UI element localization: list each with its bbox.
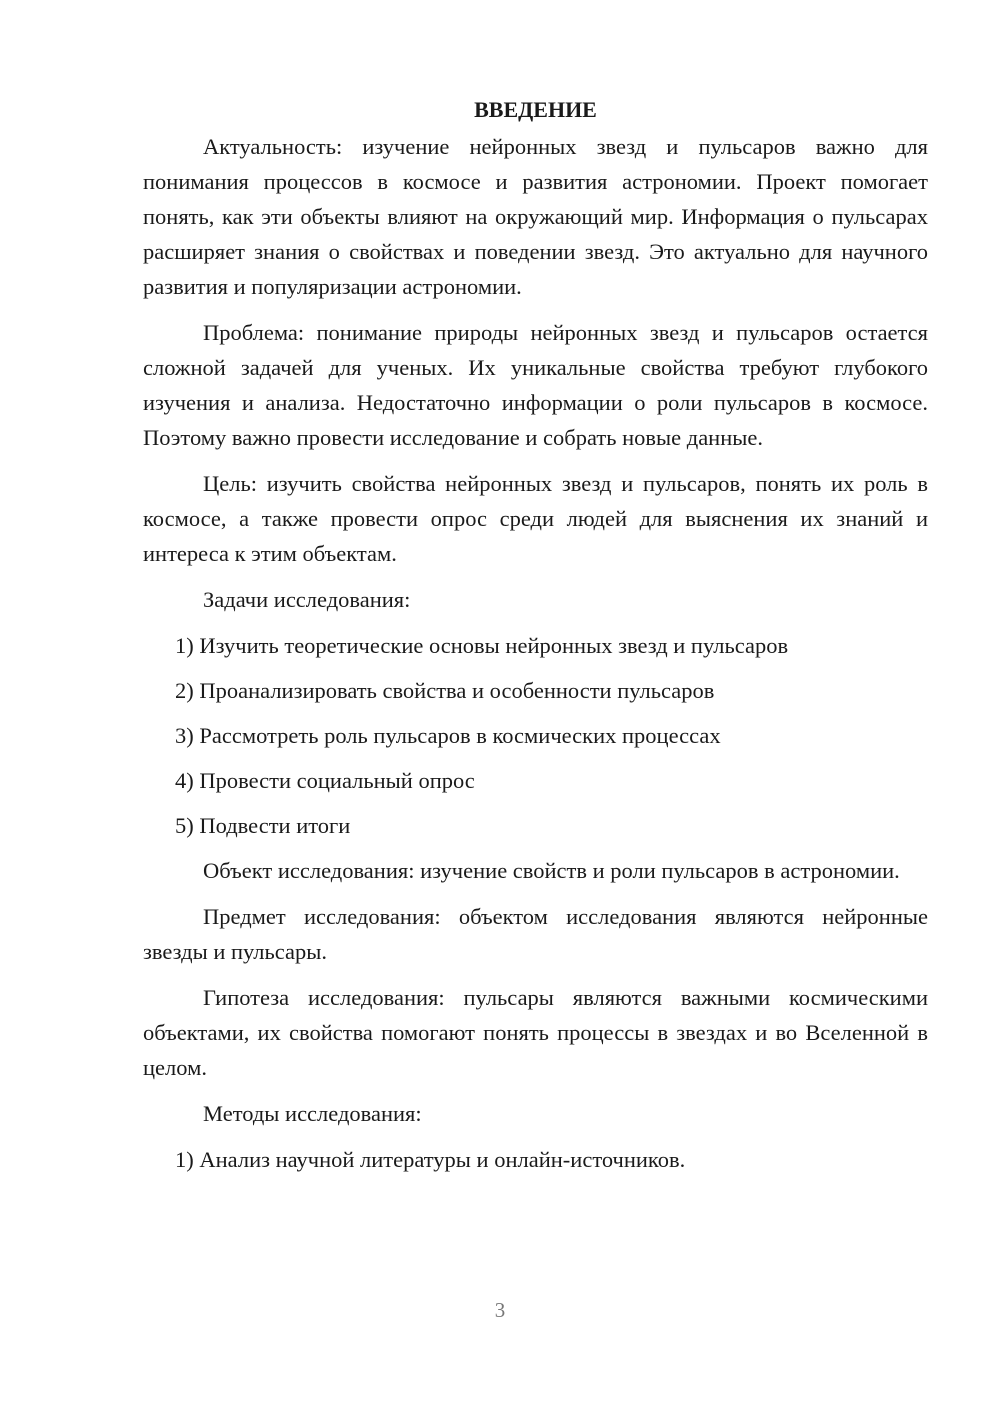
list-item: 2) Проанализировать свойства и особенности пульсаров <box>175 678 715 703</box>
list-item: 3) Рассмотреть роль пульсаров в космических процессах <box>175 723 721 748</box>
section-title: ВВЕДЕНИЕ <box>474 97 597 122</box>
list-item: 1) Анализ научной литературы и онлайн-источников. <box>175 1147 686 1172</box>
goal-paragraph: Цель: изучить свойства нейронных звезд и пульсаров, понять их роль в космосе, а также провести опрос среди людей для выяснения их знаний и интереса к этим объектам. <box>143 471 928 566</box>
page-number: 3 <box>494 1298 506 1322</box>
problem-paragraph: Проблема: понимание природы нейронных звезд и пульсаров остается сложной задачей для ученых. Их уникальные свойства требуют глубокого изучения и анализа. Недостаточно информации о роли пульсаров в космосе. Поэтому важно провести исследование и собрать новые данные. <box>143 320 928 450</box>
list-item: 4) Провести социальный опрос <box>175 768 475 793</box>
document-page <box>143 92 928 1187</box>
tasks-heading: Задачи исследования: <box>203 587 411 612</box>
object-paragraph: Объект исследования: изучение свойств и роли пульсаров в астрономии. <box>203 858 900 883</box>
relevance-paragraph: Актуальность: изучение нейронных звезд и пульсаров важно для понимания процессов в космосе и развития астрономии. Проект помогает понять, как эти объекты влияют на окружающий мир. Информация о пульсарах расширяет знания о свойствах и поведении звезд. Это актуально для научного развития и популяризации астрономии. <box>143 134 928 299</box>
list-item: 5) Подвести итоги <box>175 813 351 838</box>
subject-paragraph: Предмет исследования: объектом исследования являются нейронные звезды и пульсары. <box>143 904 928 964</box>
methods-heading: Методы исследования: <box>203 1101 422 1126</box>
hypothesis-paragraph: Гипотеза исследования: пульсары являются важными космическими объектами, их свойства помогают понять процессы в звездах и во Вселенной в целом. <box>143 985 928 1080</box>
tasks-list <box>143 628 928 843</box>
methods-list <box>143 1142 928 1177</box>
list-item: 1) Изучить теоретические основы нейронных звезд и пульсаров <box>175 633 789 658</box>
